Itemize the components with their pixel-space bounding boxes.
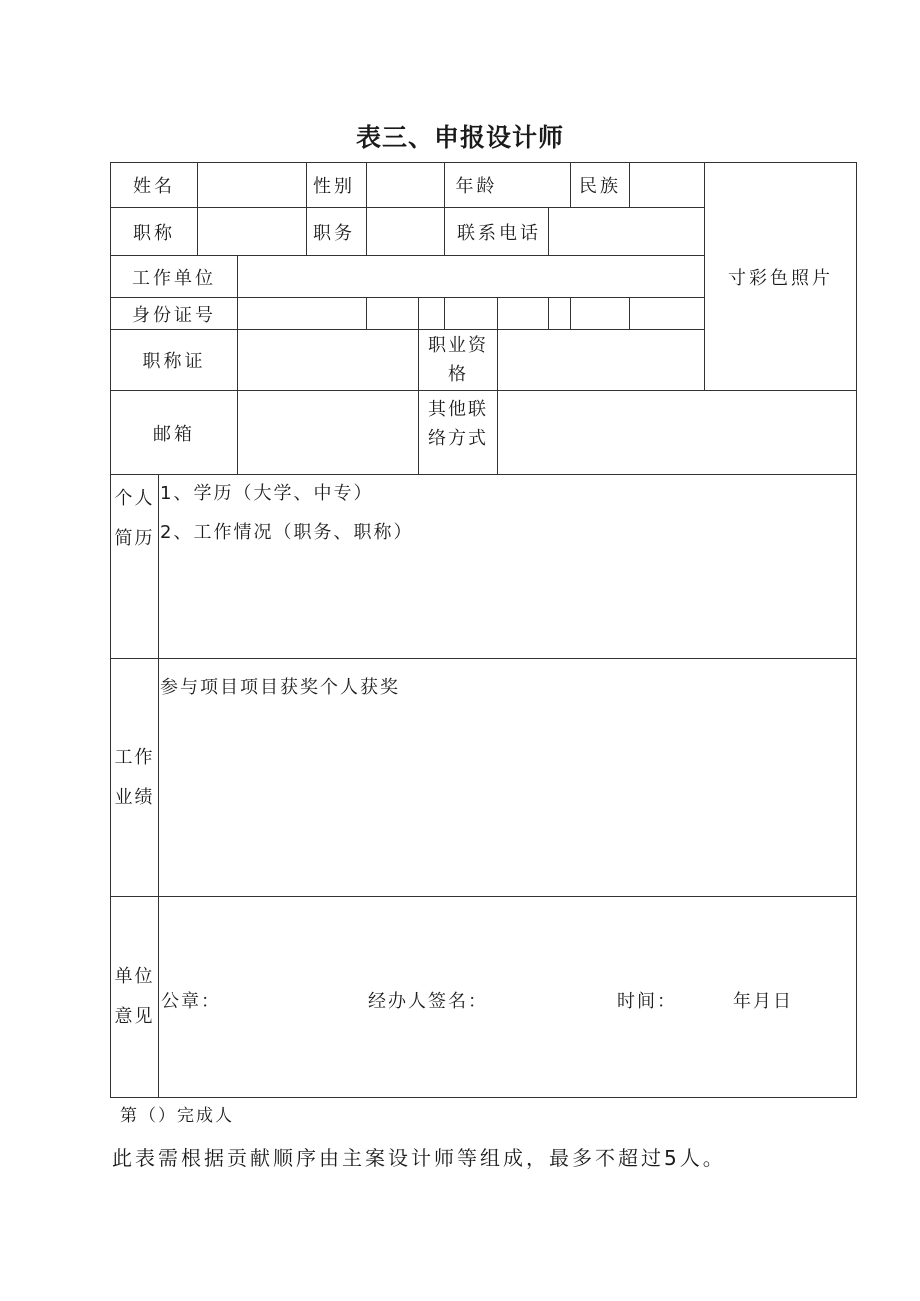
id-digit-box[interactable]	[570, 297, 630, 330]
qualification-label-line2: 格	[448, 364, 468, 385]
form-title: 表三、申报设计师	[355, 123, 564, 152]
employer-label: 工作单位	[110, 255, 238, 298]
id-digit-box[interactable]	[237, 297, 367, 330]
other-contact-label	[418, 390, 498, 475]
other-contact-input[interactable]	[497, 390, 857, 475]
id-digit-box[interactable]	[366, 297, 419, 330]
resume-label-line2: 简历	[114, 528, 155, 549]
other-contact-line1: 其他联	[428, 399, 488, 420]
email-label: 邮箱	[110, 390, 238, 475]
id-digit-box[interactable]	[418, 297, 445, 330]
time-label: 时间：	[617, 991, 677, 1012]
form-instruction-note: 此表需根据贡献顺序由主案设计师等组成，最多不超过5人。	[112, 1146, 726, 1170]
age-input[interactable]	[507, 162, 571, 208]
id-number-label: 身份证号	[110, 297, 238, 330]
qualification-label-line1: 职业资	[428, 335, 488, 356]
handler-signature-label: 经办人签名：	[368, 991, 488, 1012]
title-input[interactable]	[197, 207, 307, 256]
official-seal-label: 公章：	[161, 991, 221, 1012]
ethnicity-input[interactable]	[629, 162, 705, 208]
title-label: 职称	[110, 207, 198, 256]
id-digit-box[interactable]	[444, 297, 498, 330]
name-input[interactable]	[197, 162, 307, 208]
achievements-label-line2: 业绩	[114, 786, 155, 808]
id-digit-box[interactable]	[497, 297, 549, 330]
gender-label: 性别	[306, 162, 367, 208]
achievements-label	[110, 658, 159, 897]
position-input[interactable]	[366, 207, 445, 256]
achievements-label-line1: 工作	[114, 746, 155, 768]
title-certificate-label: 职称证	[110, 329, 238, 391]
ethnicity-label: 民族	[570, 162, 630, 208]
resume-label	[110, 474, 159, 659]
resume-label-line1: 个人	[114, 488, 155, 509]
other-contact-line2: 络方式	[428, 428, 488, 449]
id-digit-box[interactable]	[629, 297, 705, 330]
resume-education-item: 1、学历（大学、中专）	[160, 483, 374, 504]
position-label: 职务	[306, 207, 367, 256]
resume-work-item: 2、工作情况（职务、职称）	[160, 522, 414, 543]
age-label: 年龄	[444, 162, 508, 208]
title-certificate-input[interactable]	[237, 329, 419, 391]
phone-input[interactable]	[548, 207, 705, 256]
completion-rank-note: 第（）完成人	[120, 1106, 234, 1126]
unit-opinion-label-line2: 意见	[114, 1006, 155, 1027]
gender-input[interactable]	[366, 162, 445, 208]
professional-qualification-input[interactable]	[497, 329, 705, 391]
phone-label: 联系电话	[444, 207, 549, 256]
name-label: 姓名	[110, 162, 198, 208]
id-digit-box[interactable]	[548, 297, 571, 330]
unit-opinion-label-line1: 单位	[114, 966, 155, 987]
unit-opinion-label	[110, 896, 159, 1098]
date-label: 年月日	[733, 991, 793, 1012]
achievements-text: 参与项目项目获奖个人获奖	[160, 677, 400, 698]
employer-input[interactable]	[237, 255, 705, 298]
photo-placeholder[interactable]: 寸彩色照片	[704, 162, 857, 391]
professional-qualification-label	[418, 329, 498, 391]
email-input[interactable]	[237, 390, 419, 475]
